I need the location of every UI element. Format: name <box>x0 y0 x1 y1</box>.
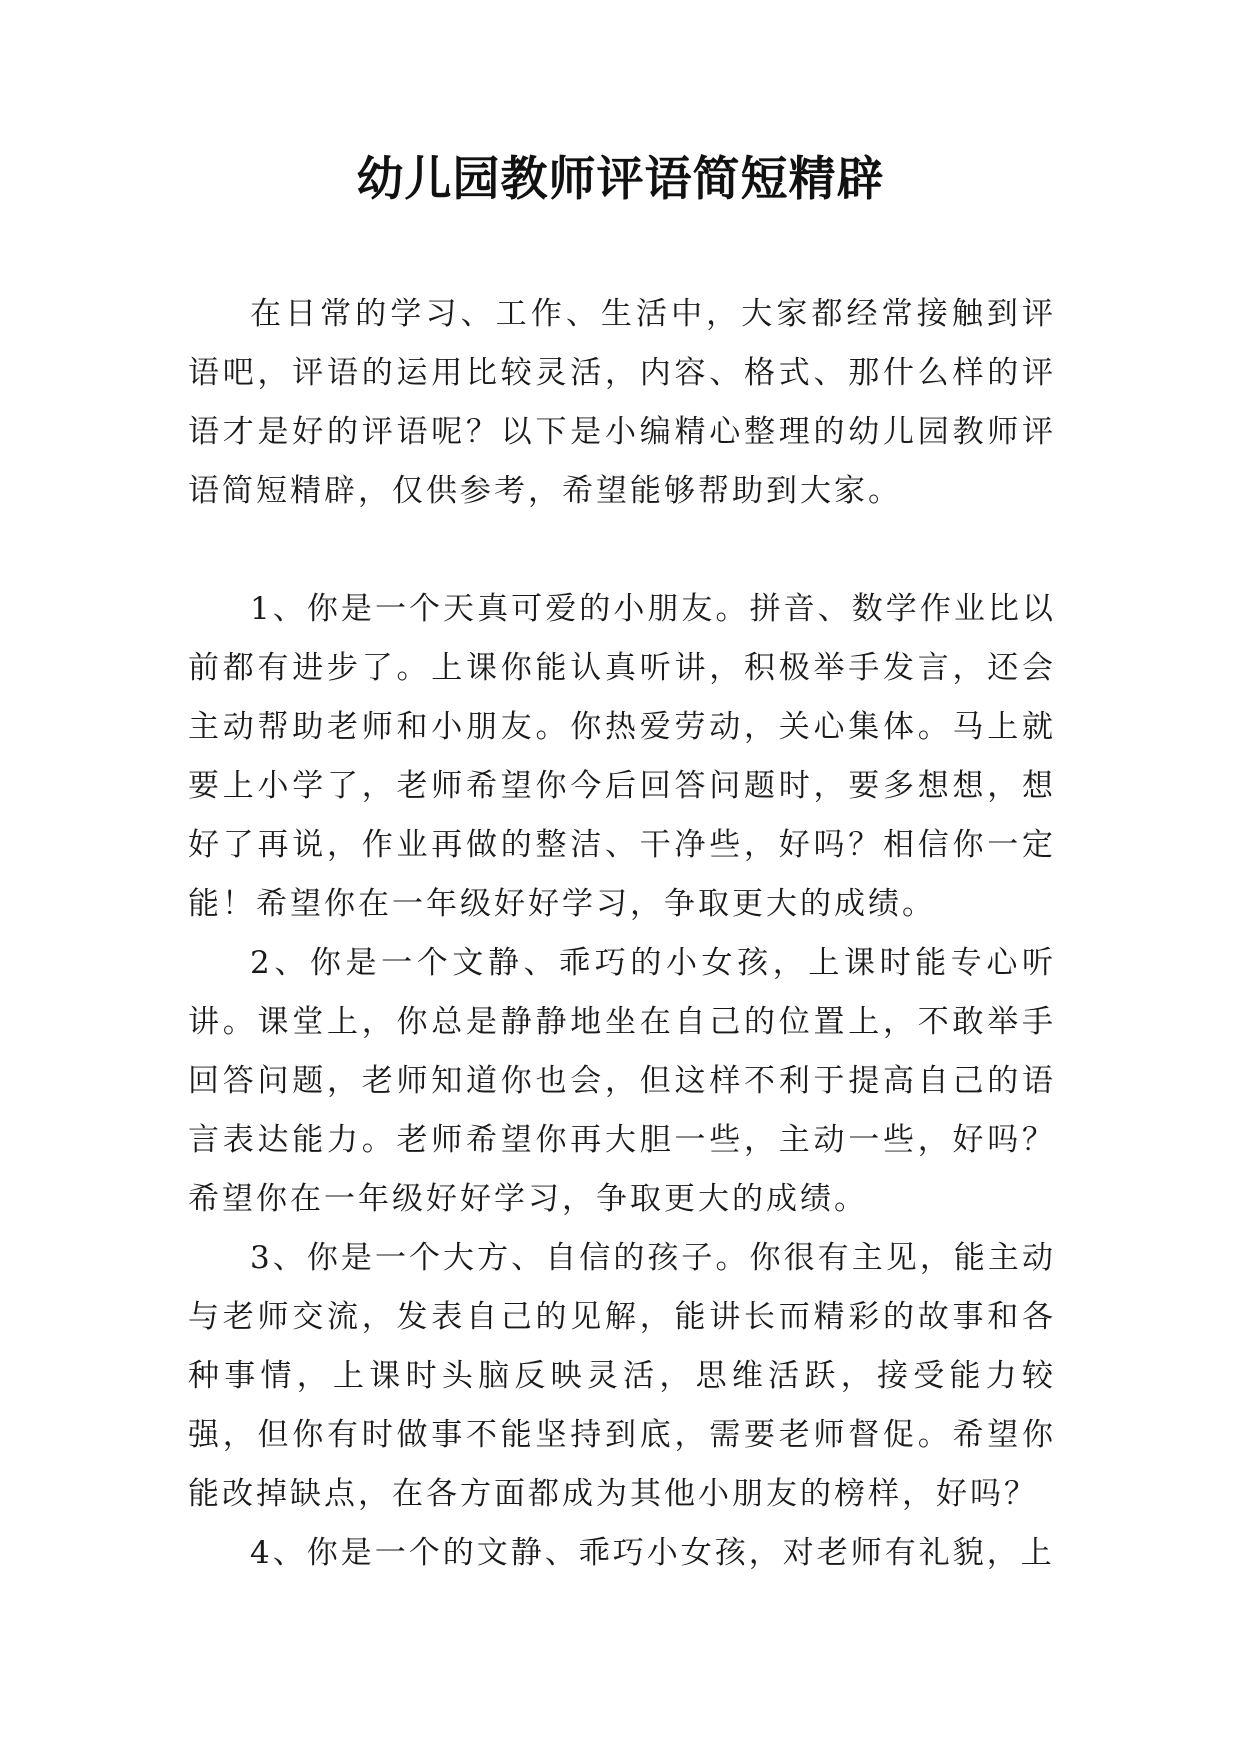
comment-paragraph-3: 3、你是一个大方、自信的孩子。你很有主见，能主动与老师交流，发表自己的见解，能讲长而精彩的故事和各种事情，上课时头脑反映灵活，思维活跃，接受能力较强，但你有时做事不能坚持到底，需要老师督促。希望你能改掉缺点，在各方面都成为其他小朋友的榜样，好吗？ <box>188 1240 1056 1512</box>
comment-paragraph-1: 1、你是一个天真可爱的小朋友。拼音、数学作业比以前都有进步了。上课你能认真听讲，积极举手发言，还会主动帮助老师和小朋友。你热爱劳动，关心集体。马上就要上小学了，老师希望你今后回答问题时，要多想想，想好了再说，作业再做的整洁、干净些，好吗？相信你一定能！希望你在一年级好好学习，争取更大的成绩。 <box>188 591 1056 922</box>
comment-paragraph-4: 4、你是一个的文静、乖巧小女孩，对老师有礼貌，上 <box>250 1535 1055 1571</box>
document-title: 幼儿园教师评语简短精辟 <box>356 152 885 207</box>
document-body <box>188 285 1056 1583</box>
comment-paragraph-2: 2、你是一个文静、乖巧的小女孩，上课时能专心听讲。课堂上，你总是静静地坐在自己的位置上，不敢举手回答问题，老师知道你也会，但这样不利于提高自己的语言表达能力。老师希望你再大胆一些，主动一些，好吗？希望你在一年级好好学习，争取更大的成绩。 <box>188 945 1056 1217</box>
intro-paragraph: 在日常的学习、工作、生活中，大家都经常接触到评语吧，评语的运用比较灵活，内容、格式、那什么样的评语才是好的评语呢？以下是小编精心整理的幼儿园教师评语简短精辟，仅供参考，希望能够帮助到大家。 <box>188 296 1056 509</box>
